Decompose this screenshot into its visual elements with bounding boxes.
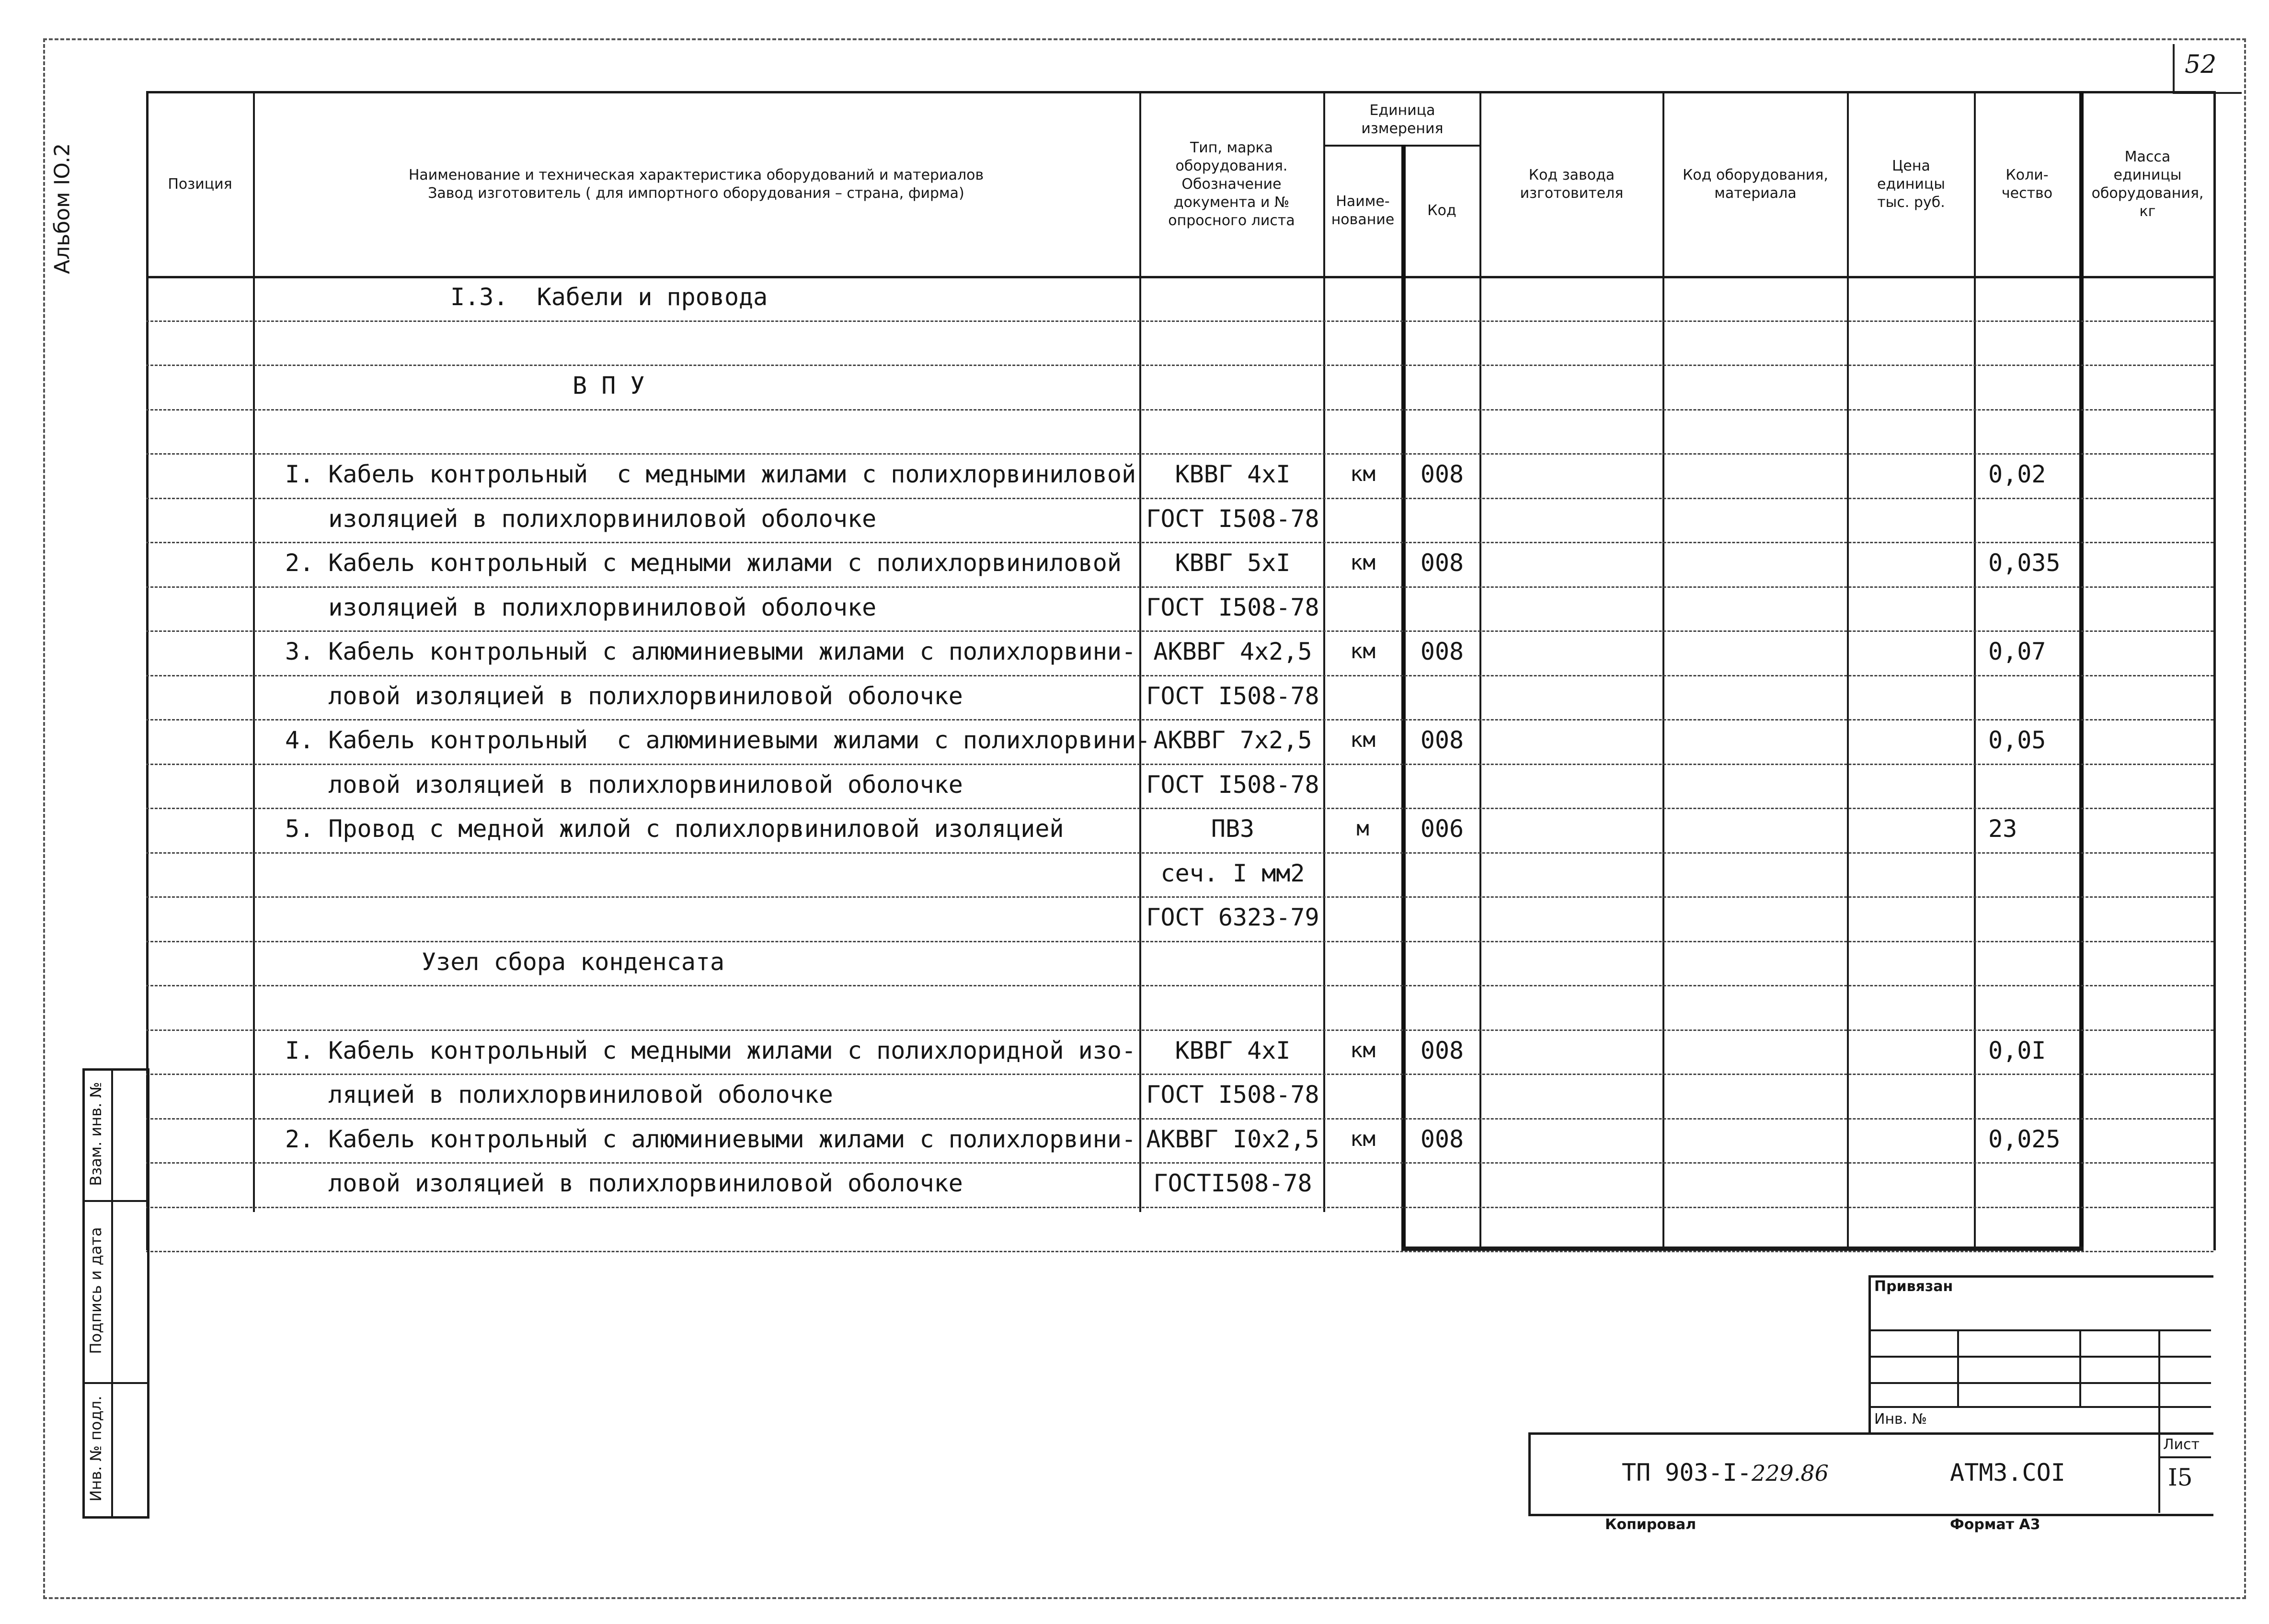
- row-name: В П У: [573, 372, 645, 400]
- col-line: [1662, 91, 1664, 1250]
- col-header-unit-code: Код: [1427, 202, 1456, 219]
- row-unit: км: [1350, 462, 1375, 486]
- copied-label: Копировал: [1605, 1516, 1696, 1533]
- sheet-label: Лист: [2163, 1436, 2200, 1453]
- row-separator: [146, 365, 2213, 366]
- row-type: КВВГ 5хI: [1175, 549, 1291, 577]
- row-separator: [146, 985, 2213, 986]
- table-bottom-thick: [1401, 1247, 2084, 1251]
- page-number: 52: [2185, 50, 2217, 79]
- row-name: изоляцией в полихлорвиниловой оболочке: [285, 504, 877, 533]
- col-line: [253, 91, 255, 1212]
- col-line: [1323, 91, 1325, 1212]
- row-name: 2. Кабель контрольный с алюминиевыми жилами с полихлорвини-: [285, 1125, 1136, 1153]
- col-line-thick: [2079, 91, 2084, 1249]
- row-type: АКВВГ I0х2,5: [1146, 1125, 1319, 1153]
- row-type: ГОСТ I508-78: [1146, 504, 1319, 533]
- side-podpis: Подпись и дата: [87, 1227, 105, 1354]
- row-name: изоляцией в полихлорвиниловой оболочке: [285, 593, 877, 621]
- row-type: КВВГ 4хI: [1175, 460, 1291, 488]
- tb-vline: [2079, 1329, 2081, 1406]
- row-type: ГОСТ I508-78: [1146, 1081, 1319, 1109]
- row-separator: [146, 1251, 2213, 1252]
- row-separator: [146, 320, 2213, 322]
- row-separator: [146, 1207, 2213, 1208]
- row-type: КВВГ 4хI: [1175, 1036, 1291, 1064]
- row-type: ГОСТ 6323-79: [1146, 903, 1319, 931]
- row-name: ловой изоляцией в полихлорвиниловой оболочке: [285, 682, 963, 710]
- row-code: 008: [1420, 1036, 1464, 1064]
- row-unit: м: [1356, 816, 1369, 841]
- col-line: [1974, 91, 1976, 1250]
- row-unit: км: [1350, 550, 1375, 575]
- privyazan-label: Привязан: [1874, 1278, 1953, 1295]
- row-type: ПВЗ: [1211, 815, 1255, 843]
- col-line-thick: [1401, 145, 1406, 1249]
- doc-code-prefix: ТП 903-I-: [1622, 1459, 1752, 1487]
- row-unit: км: [1350, 639, 1375, 663]
- row-name: 2. Кабель контрольный с медными жилами с полихлорвиниловой: [285, 549, 1122, 577]
- col-header-quantity: Коли- чество: [2001, 167, 2053, 202]
- col-line: [1479, 91, 1481, 1250]
- row-qty: 0,035: [1988, 549, 2061, 577]
- row-code: 008: [1420, 1125, 1464, 1153]
- row-name: I. Кабель контрольный с медными жилами с полихлорвиниловой: [285, 460, 1136, 488]
- privyazan-box: [1868, 1275, 2213, 1433]
- row-type: сеч. I мм2: [1160, 859, 1305, 887]
- row-name: Узел сбора конденсата: [422, 948, 725, 976]
- tb-vline: [2158, 1329, 2160, 1432]
- col-header-type: Тип, марка оборудования. Обозначение документа и № опросного листа: [1168, 139, 1295, 229]
- row-unit: км: [1350, 728, 1375, 752]
- col-header-unit-group: Единица измерения: [1361, 102, 1444, 137]
- row-qty: 0,02: [1988, 460, 2046, 488]
- row-type: ГОСТ I508-78: [1146, 682, 1319, 710]
- side-vzam: Взам. инв. №: [87, 1082, 105, 1186]
- doc-code: [1622, 1459, 1829, 1487]
- col-line: [1847, 91, 1849, 1250]
- row-name: 5. Провод с медной жилой с полихлорвиниловой изоляцией: [285, 815, 1064, 843]
- col-header-factory-code: Код завода изготовителя: [1520, 167, 1624, 202]
- format-label: Формат А3: [1950, 1516, 2040, 1533]
- row-name: ловой изоляцией в полихлорвиниловой оболочке: [285, 1169, 963, 1197]
- side-stamp-inner-line: [111, 1068, 113, 1516]
- row-type: ГОСТ I508-78: [1146, 770, 1319, 799]
- row-name: ляцией в полихлорвиниловой оболочке: [285, 1081, 833, 1109]
- row-code: 008: [1420, 549, 1464, 577]
- row-name: 4. Кабель контрольный с алюминиевыми жилами с полихлорвини-: [285, 726, 1151, 754]
- row-code: 008: [1420, 638, 1464, 665]
- row-separator: [146, 409, 2213, 411]
- row-name: 3. Кабель контрольный с алюминиевыми жилами с полихлорвини-: [285, 638, 1136, 665]
- row-type: ГОСТI508-78: [1153, 1169, 1312, 1197]
- album-label: Альбом IO.2: [50, 143, 75, 274]
- col-header-unit-name: Наиме- нование: [1331, 193, 1395, 228]
- row-code: 008: [1420, 726, 1464, 754]
- col-header-mass: Масса единицы оборудования, кг: [2091, 149, 2204, 220]
- col-header-equipment-code: Код оборудования, материала: [1683, 167, 1828, 202]
- col-header-name: Наименование и техническая характеристика оборудований и материалов Завод изготовитель ( для импортного оборудования – страна, фирма): [408, 167, 984, 202]
- inv-no-label: Инв. №: [1874, 1411, 1927, 1428]
- row-qty: 0,0I: [1988, 1036, 2046, 1064]
- row-type: АКВВГ 4х2,5: [1153, 638, 1312, 665]
- row-qty: 0,025: [1988, 1125, 2061, 1153]
- row-qty: 0,05: [1988, 726, 2046, 754]
- col-header-price: Цена единицы тыс. руб.: [1877, 158, 1945, 211]
- row-qty: 23: [1988, 815, 2017, 843]
- col-line: [1139, 91, 1141, 1212]
- sheet-number: I5: [2168, 1464, 2193, 1491]
- tb-vline: [2158, 1432, 2160, 1513]
- row-type: АКВВГ 7х2,5: [1153, 726, 1312, 754]
- album-code: АТМЗ.COI: [1950, 1459, 2065, 1487]
- row-code: 006: [1420, 815, 1464, 843]
- tb-vline: [1957, 1329, 1959, 1406]
- doc-code-handwritten: 229.86: [1751, 1460, 1829, 1486]
- row-qty: 0,07: [1988, 638, 2046, 665]
- row-type: ГОСТ I508-78: [1146, 593, 1319, 621]
- tb-line: [2158, 1456, 2211, 1458]
- row-name: ловой изоляцией в полихлорвиниловой оболочке: [285, 770, 963, 799]
- col-header-position: Позиция: [168, 176, 232, 193]
- row-unit: км: [1350, 1126, 1375, 1151]
- side-inv: Инв. № подл.: [87, 1395, 105, 1502]
- row-name: I. Кабель контрольный с медными жилами с полихлоридной изо-: [285, 1036, 1136, 1064]
- row-code: 008: [1420, 460, 1464, 488]
- row-name: I.3. Кабели и провода: [450, 283, 768, 311]
- row-unit: км: [1350, 1038, 1375, 1063]
